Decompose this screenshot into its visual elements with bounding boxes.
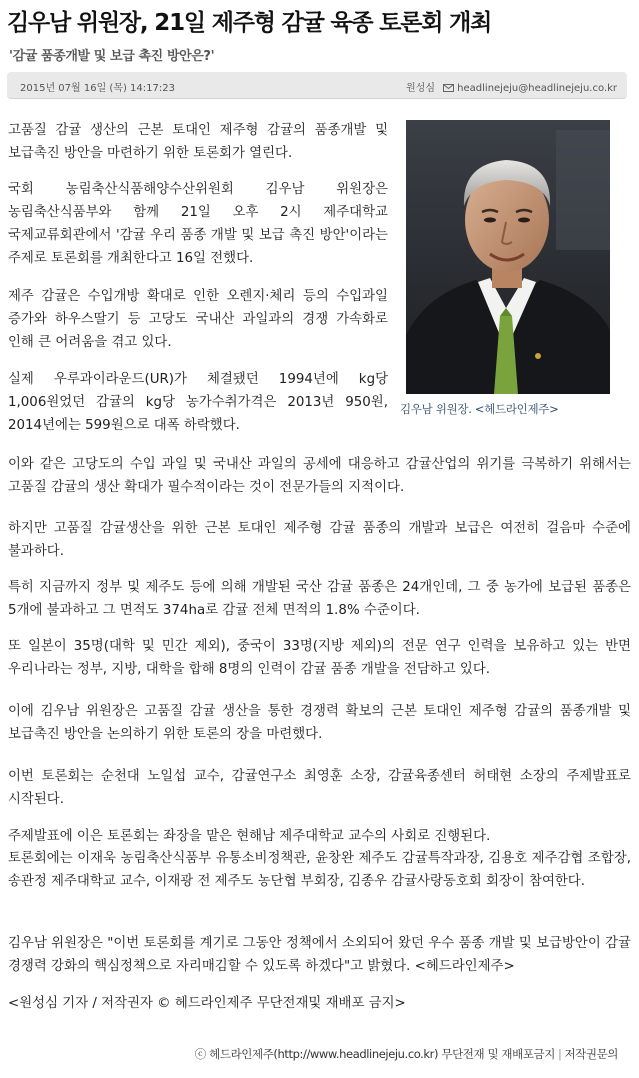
article-paragraph: 실제 우루과이라운드(UR)가 체결됐던 1994년에 kg당 1,006원었던 감귤의 kg당 농가수취가격은 2013년 950원, 2014년에는 599원으로 대폭 하락했다. — [8, 372, 388, 433]
site-footer — [195, 1046, 618, 1062]
article-subtitle: '감귤 품종개발 및 보급 촉진 방안은?' — [9, 49, 215, 64]
article-date: 2015년 07월 16일 (목) 14:17:23 — [20, 83, 175, 94]
author-info — [406, 79, 617, 95]
article-paragraph: 토론회에는 이재욱 농림축산식품부 유통소비정책관, 윤창완 제주도 감귤특작과장, 김용호 제주감협 조합장, 송관정 제주대학교 교수, 이재광 전 제주도 농단협 부회장, 김종우 감귤사랑동호회 회장이 참여한다. — [8, 851, 631, 889]
article-paragraph: 주제발표에 이은 토론회는 좌장을 맡은 현해남 제주대학교 교수의 사회로 진행된다. — [8, 829, 491, 844]
article-paragraph: 고품질 감귤 생산의 근본 토대인 제주형 감귤의 품종개발 및 보급촉진 방안을 마련하기 위한 토론회가 열린다. — [8, 123, 388, 161]
author-email[interactable]: headlinejeju@headlinejeju.co.kr — [457, 83, 617, 94]
article-meta-bar — [7, 72, 627, 99]
article-copyright: <원성심 기자 / 저작권자 © 헤드라인제주 무단전재및 재배포 금지> — [8, 996, 406, 1011]
article-paragraph: 이와 같은 고당도의 수입 과일 및 국내산 과일의 공세에 대응하고 감귤산업의 위기를 극복하기 위해서는 고품질 감귤의 생산 확대가 필수적이라는 것이 전문가들의 지적이다. — [8, 457, 631, 495]
article-paragraph: 이에 김우남 위원장은 고품질 감귤 생산을 통한 경쟁력 확보의 근본 토대인 제주형 감귤의 품종개발 및 보급촉진 방안을 논의하기 위한 토론의 장을 마련했다. — [8, 704, 631, 742]
copyright-inquiry-link[interactable]: 저작권문의 — [564, 1047, 618, 1061]
footer-copyright: ⓒ 헤드라인제주(http://www.headlinejeju.co.kr) 무단전재 및 재배포금지 — [194, 1047, 555, 1061]
article-title: 김우남 위원장, 21일 제주형 감귤 육종 토론회 개최 — [7, 10, 492, 36]
article-paragraph: 이번 토론회는 순천대 노일섭 교수, 감귤연구소 최영훈 소장, 감귤육종센터 허태현 소장의 주제발표로 시작된다. — [8, 769, 631, 807]
article-paragraph: 국회 농림축산식품해양수산위원회 김우남 위원장은 농림축산식품부와 함께 21일 오후 2시 제주대학교 국제교류회관에서 '감귤 우리 품종 개발 및 보급 촉진 방안'이라는 주제로 토론회를 개최한다고 16일 전했다. — [8, 182, 388, 266]
article-paragraph: 하지만 고품질 감귤생산을 위한 근본 토대인 제주형 감귤 품종의 개발과 보급은 여전히 걸음마 수준에 불과하다. — [8, 521, 631, 559]
article-paragraph: 김우남 위원장은 "이번 토론회를 계기로 그동안 정책에서 소외되어 왔던 우수 품종 개발 및 보급방안이 감귤 경쟁력 강화의 핵심정책으로 자리매김할 수 있도록 하겠다"고 밝혔다. <헤드라인제주> — [8, 936, 631, 974]
article-photo — [406, 120, 610, 394]
envelope-icon[interactable] — [443, 84, 454, 95]
photo-caption: 김우남 위원장. <헤드라인제주> — [400, 402, 559, 416]
article-paragraph: 특히 지금까지 정부 및 제주도 등에 의해 개발된 국산 감귤 품종은 24개인데, 그 중 농가에 보급된 품종은 5개에 불과하고 그 면적도 374ha로 감귤 전체 면적의 1.8% 수준이다. — [8, 580, 631, 618]
article-paragraph: 제주 감귤은 수입개방 확대로 인한 오렌지·체리 등의 수입과일 증가와 하우스딸기 등 고당도 국내산 과일과의 경쟁 가속화로 인해 큰 어려움을 겪고 있다. — [8, 289, 388, 350]
author-name: 원성심 — [406, 83, 435, 94]
portrait-image — [406, 120, 610, 394]
article-paragraph: 또 일본이 35명(대학 및 민간 제외), 중국이 33명(지방 제외)의 전문 연구 인력을 보유하고 있는 반면 우리나라는 정부, 지방, 대학을 합해 8명의 인력이 감귤 품종 개발을 전담하고 있다. — [8, 639, 631, 677]
footer-divider: | — [557, 1047, 562, 1061]
